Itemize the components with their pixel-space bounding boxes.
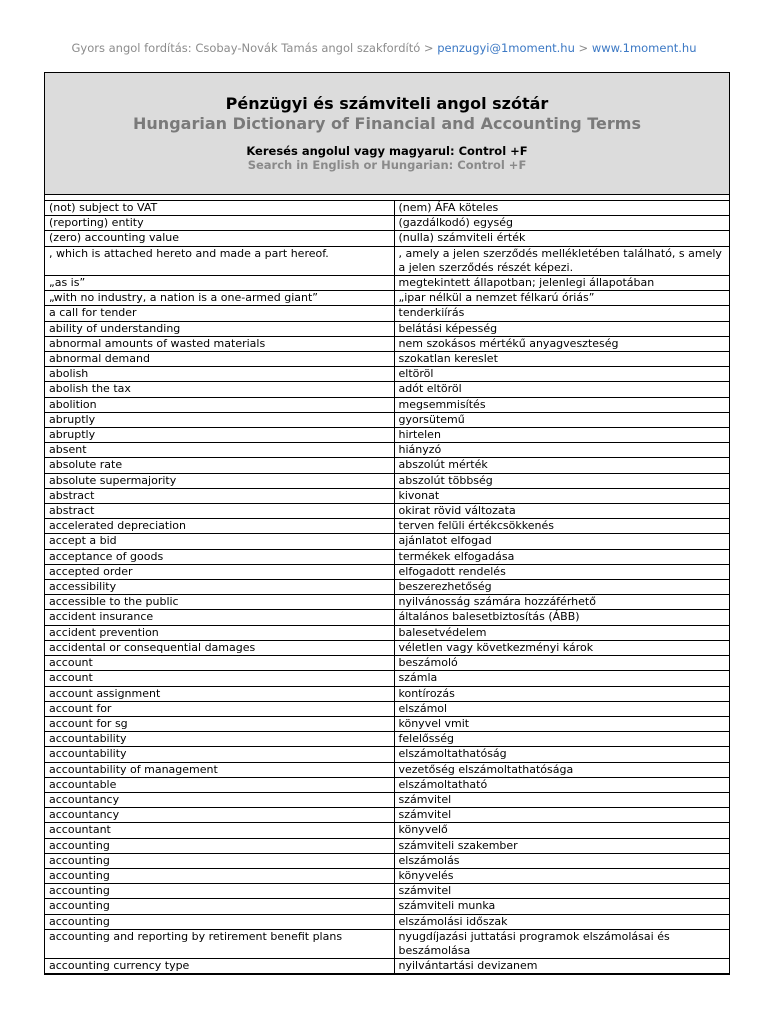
hungarian-term: , amely a jelen szerződés mellékletében található, s amely a jelen szerződés részét képezi.	[394, 246, 729, 275]
table-row	[45, 853, 729, 868]
english-term: abruptly	[45, 428, 394, 443]
table-row	[45, 488, 729, 503]
hungarian-term: „ipar nélkül a nemzet félkarú óriás”	[394, 291, 729, 306]
english-term: accounting and reporting by retirement benefit plans	[45, 929, 394, 958]
english-term: a call for tender	[45, 306, 394, 321]
table-row	[45, 291, 729, 306]
hungarian-term: számla	[394, 671, 729, 686]
english-term: accountable	[45, 777, 394, 792]
dictionary-table	[45, 201, 729, 974]
table-row	[45, 231, 729, 246]
table-row	[45, 792, 729, 807]
hungarian-term: (gazdálkodó) egység	[394, 216, 729, 231]
hungarian-term: kivonat	[394, 488, 729, 503]
table-row	[45, 838, 729, 853]
hungarian-term: számviteli munka	[394, 899, 729, 914]
english-term: accounting	[45, 884, 394, 899]
english-term: accident insurance	[45, 610, 394, 625]
english-term: accidental or consequential damages	[45, 640, 394, 655]
hungarian-term: számviteli szakember	[394, 838, 729, 853]
table-row	[45, 914, 729, 929]
english-term: accounting currency type	[45, 959, 394, 974]
english-term: accident prevention	[45, 625, 394, 640]
english-term: accessible to the public	[45, 595, 394, 610]
table-row	[45, 884, 729, 899]
table-row	[45, 246, 729, 275]
hungarian-term: termékek elfogadása	[394, 549, 729, 564]
hungarian-term: kontírozás	[394, 686, 729, 701]
table-row	[45, 321, 729, 336]
table-row	[45, 959, 729, 974]
hungarian-term: megtekintett állapotban; jelenlegi állapotában	[394, 276, 729, 291]
hungarian-term: szokatlan kereslet	[394, 352, 729, 367]
table-row	[45, 443, 729, 458]
english-term: accountability	[45, 732, 394, 747]
english-term: acceptance of goods	[45, 549, 394, 564]
english-term: absent	[45, 443, 394, 458]
table-row	[45, 352, 729, 367]
table-row	[45, 504, 729, 519]
english-term: abruptly	[45, 412, 394, 427]
table-row	[45, 671, 729, 686]
table-row	[45, 656, 729, 671]
page-header-line	[0, 41, 768, 55]
hungarian-term: terven felüli értékcsökkenés	[394, 519, 729, 534]
hungarian-term: (nem) ÁFA köteles	[394, 201, 729, 216]
hungarian-term: általános balesetbiztosítás (ÁBB)	[394, 610, 729, 625]
link-separator: >	[574, 41, 592, 55]
english-term: abnormal amounts of wasted materials	[45, 336, 394, 351]
table-row	[45, 732, 729, 747]
table-row	[45, 716, 729, 731]
hungarian-term: beszámoló	[394, 656, 729, 671]
title-hungarian: Pénzügyi és számviteli angol szótár	[225, 94, 549, 113]
english-term: (not) subject to VAT	[45, 201, 394, 216]
hungarian-term: számvitel	[394, 792, 729, 807]
search-hint-hungarian: Keresés angolul vagy magyarul: Control +F	[246, 144, 528, 158]
hungarian-term: balesetvédelem	[394, 625, 729, 640]
english-term: account assignment	[45, 686, 394, 701]
hungarian-term: beszerezhetőség	[394, 580, 729, 595]
english-term: absolute rate	[45, 458, 394, 473]
table-row	[45, 899, 729, 914]
table-row	[45, 564, 729, 579]
english-term: accountant	[45, 823, 394, 838]
table-row	[45, 701, 729, 716]
table-row	[45, 473, 729, 488]
table-row	[45, 412, 729, 427]
hungarian-term: vezetőség elszámoltathatósága	[394, 762, 729, 777]
english-term: accelerated depreciation	[45, 519, 394, 534]
table-row	[45, 458, 729, 473]
table-row	[45, 276, 729, 291]
english-term: account	[45, 656, 394, 671]
email-link[interactable]: penzugyi@1moment.hu	[437, 41, 575, 55]
english-term: accountability of management	[45, 762, 394, 777]
hungarian-term: tenderkiírás	[394, 306, 729, 321]
hungarian-term: gyorsütemű	[394, 412, 729, 427]
translator-credit: Gyors angol fordítás: Csobay-Novák Tamás angol szakfordító >	[71, 41, 438, 55]
hungarian-term: belátási képesség	[394, 321, 729, 336]
hungarian-term: abszolút mérték	[394, 458, 729, 473]
hungarian-term: felelősség	[394, 732, 729, 747]
hungarian-term: számvitel	[394, 884, 729, 899]
table-row	[45, 686, 729, 701]
hungarian-term: (nulla) számviteli érték	[394, 231, 729, 246]
english-term: accept a bid	[45, 534, 394, 549]
english-term: absolute supermajority	[45, 473, 394, 488]
table-row	[45, 397, 729, 412]
hungarian-term: ajánlatot elfogad	[394, 534, 729, 549]
english-term: account for sg	[45, 716, 394, 731]
hungarian-term: könyvelő	[394, 823, 729, 838]
table-row	[45, 382, 729, 397]
table-row	[45, 610, 729, 625]
english-term: „as is”	[45, 276, 394, 291]
english-term: accepted order	[45, 564, 394, 579]
english-term: abolition	[45, 397, 394, 412]
hungarian-term: eltöröl	[394, 367, 729, 382]
table-row	[45, 868, 729, 883]
table-row	[45, 823, 729, 838]
hungarian-term: okirat rövid változata	[394, 504, 729, 519]
english-term: accounting	[45, 838, 394, 853]
english-term: (reporting) entity	[45, 216, 394, 231]
table-row	[45, 367, 729, 382]
search-hint-english: Search in English or Hungarian: Control +F	[247, 158, 527, 172]
table-row	[45, 625, 729, 640]
hungarian-term: elszámoltathatóság	[394, 747, 729, 762]
hungarian-term: elszámolás	[394, 853, 729, 868]
table-row	[45, 428, 729, 443]
english-term: account	[45, 671, 394, 686]
english-term: (zero) accounting value	[45, 231, 394, 246]
table-row	[45, 580, 729, 595]
english-term: , which is attached hereto and made a part hereof.	[45, 246, 394, 275]
english-term: account for	[45, 701, 394, 716]
hungarian-term: elfogadott rendelés	[394, 564, 729, 579]
english-term: accounting	[45, 914, 394, 929]
english-term: abolish the tax	[45, 382, 394, 397]
hungarian-term: megsemmisítés	[394, 397, 729, 412]
website-link[interactable]: www.1moment.hu	[591, 41, 697, 55]
english-term: abstract	[45, 488, 394, 503]
table-row	[45, 777, 729, 792]
table-row	[45, 336, 729, 351]
hungarian-term: abszolút többség	[394, 473, 729, 488]
english-term: accessibility	[45, 580, 394, 595]
hungarian-term: könyvelés	[394, 868, 729, 883]
english-term: accounting	[45, 853, 394, 868]
hungarian-term: nem szokásos mértékű anyagveszteség	[394, 336, 729, 351]
english-term: abnormal demand	[45, 352, 394, 367]
english-term: ability of understanding	[45, 321, 394, 336]
hungarian-term: elszámoltatható	[394, 777, 729, 792]
table-row	[45, 306, 729, 321]
english-term: abstract	[45, 504, 394, 519]
table-row	[45, 762, 729, 777]
table-row	[45, 549, 729, 564]
english-term: accounting	[45, 868, 394, 883]
hungarian-term: hiányzó	[394, 443, 729, 458]
hungarian-term: nyilvántartási devizanem	[394, 959, 729, 974]
table-row	[45, 534, 729, 549]
dictionary-table-body	[45, 201, 729, 974]
table-row	[45, 929, 729, 958]
english-term: accountancy	[45, 808, 394, 823]
table-row	[45, 201, 729, 216]
hungarian-term: adót eltöröl	[394, 382, 729, 397]
hungarian-term: véletlen vagy következményi károk	[394, 640, 729, 655]
table-row	[45, 747, 729, 762]
table-row	[45, 216, 729, 231]
dictionary-header	[45, 73, 729, 195]
dictionary-document	[44, 72, 730, 975]
hungarian-term: könyvel vmit	[394, 716, 729, 731]
table-row	[45, 640, 729, 655]
english-term: „with no industry, a nation is a one-armed giant”	[45, 291, 394, 306]
hungarian-term: nyugdíjazási juttatási programok elszámolásai és beszámolása	[394, 929, 729, 958]
english-term: accountancy	[45, 792, 394, 807]
hungarian-term: elszámol	[394, 701, 729, 716]
english-term: abolish	[45, 367, 394, 382]
english-term: accountability	[45, 747, 394, 762]
table-row	[45, 595, 729, 610]
title-english: Hungarian Dictionary of Financial and Accounting Terms	[133, 114, 641, 133]
hungarian-term: számvitel	[394, 808, 729, 823]
table-row	[45, 808, 729, 823]
hungarian-term: elszámolási időszak	[394, 914, 729, 929]
hungarian-term: nyilvánosság számára hozzáférhető	[394, 595, 729, 610]
table-row	[45, 519, 729, 534]
hungarian-term: hirtelen	[394, 428, 729, 443]
english-term: accounting	[45, 899, 394, 914]
